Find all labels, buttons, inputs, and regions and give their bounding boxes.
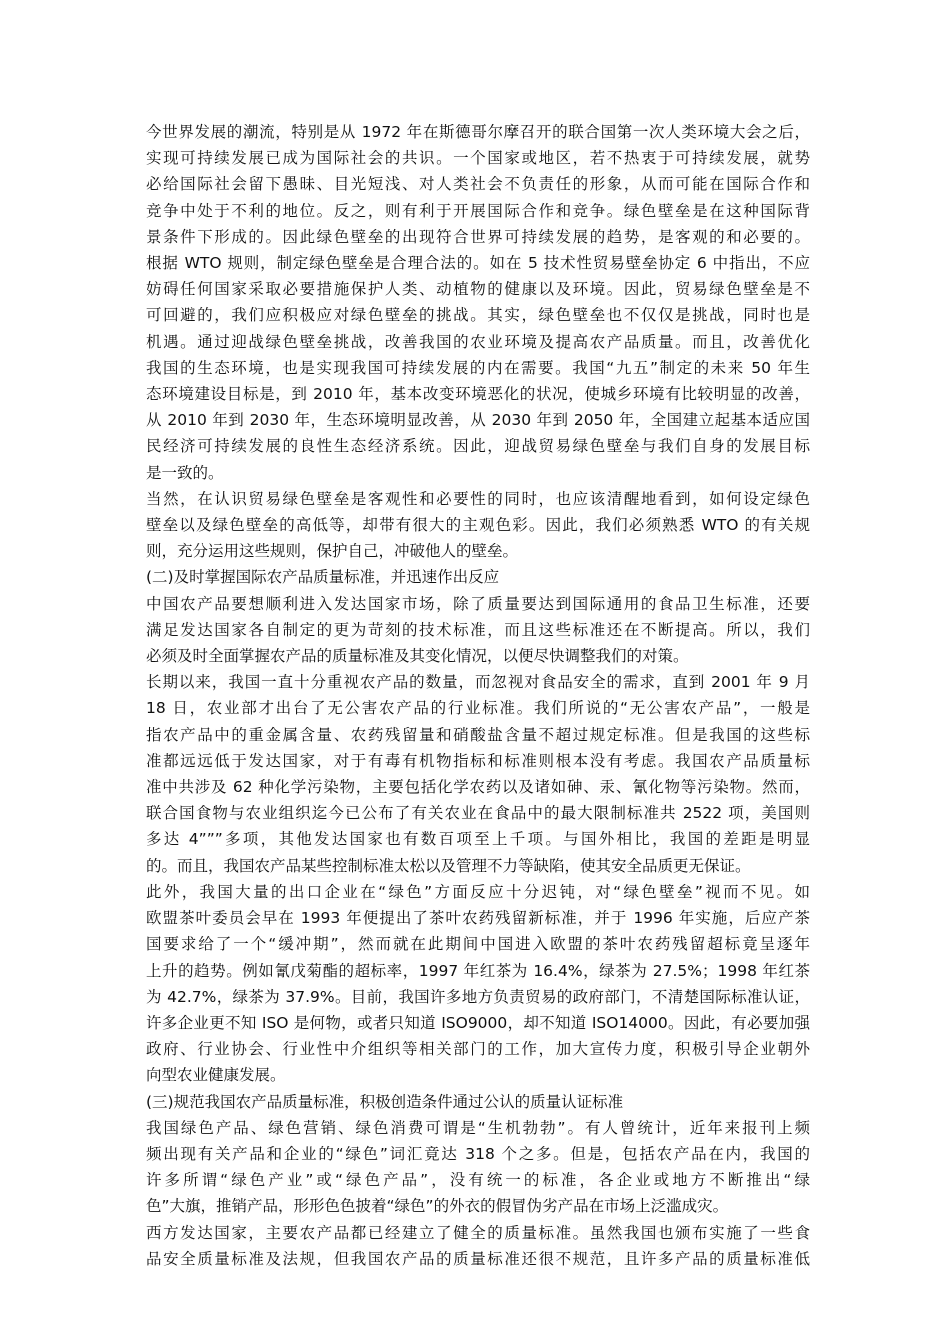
- text-line: 我国的生态环境，也是实现我国可持续发展的内在需要。我国“九五”制定的未来 50 年生: [146, 358, 810, 377]
- text-line: 许多企业更不知 ISO 是何物，或者只知道 ISO9000，却不知道 ISO14000。因此，有必要加强: [146, 1013, 810, 1032]
- text-line: 从 2010 年到 2030 年，生态环境明显改善，从 2030 年到 2050 年，全国建立起基本适应国: [146, 411, 810, 430]
- text-line: 妨碍任何国家采取必要措施保护人类、动植物的健康以及环境。因此，贸易绿色壁垒是不: [146, 280, 810, 299]
- text-line: 欧盟茶叶委员会早在 1993 年便提出了茶叶农药残留新标准，并于 1996 年实施，后应产茶: [146, 909, 810, 928]
- text-line: 则，充分运用这些规则，保护自己，冲破他人的壁垒。: [146, 542, 519, 561]
- text-line: 政府、行业协会、行业性中介组织等相关部门的工作，加大宣传力度，积极引导企业朝外: [146, 1040, 810, 1059]
- text-line: 满足发达国家各自制定的更为苛刻的技术标准，而且这些标准还在不断提高。所以，我们: [146, 620, 810, 639]
- text-line: 国要求给了一个“缓冲期”，然而就在此期间中国进入欧盟的茶叶农药残留超标竟呈逐年: [146, 935, 810, 954]
- text-line: 的。而且，我国农产品某些控制标准太松以及管理不力等缺陷，使其安全品质更无保证。: [146, 856, 751, 875]
- text-line: 准中共涉及 62 种化学污染物，主要包括化学农药以及诸如砷、汞、氰化物等污染物。然而，: [146, 778, 810, 797]
- text-line: 机遇。通过迎战绿色壁垒挑战，改善我国的农业环境及提高农产品质量。而且，改善优化: [146, 332, 810, 351]
- text-line: 当然，在认识贸易绿色壁垒是客观性和必要性的同时，也应该清醒地看到，如何设定绿色: [146, 489, 810, 508]
- text-line: 此外，我国大量的出口企业在“绿色”方面反应十分迟钝，对“绿色壁垒”视而不见。如: [146, 882, 810, 901]
- text-line: 我国绿色产品、绿色营销、绿色消费可谓是“生机勃勃”。有人曾统计，近年来报刊上频: [146, 1118, 810, 1137]
- text-line: 指农产品中的重金属含量、农药残留量和硝酸盐含量不超过规定标准。但是我国的这些标: [146, 725, 810, 744]
- text-line: 长期以来，我国一直十分重视农产品的数量，而忽视对食品安全的需求，直到 2001 年 9 月: [146, 673, 810, 692]
- text-line: 必须及时全面掌握农产品的质量标准及其变化情况，以便尽快调整我们的对策。: [146, 647, 689, 666]
- text-line: (三)规范我国农产品质量标准，积极创造条件通过公认的质量认证标准: [146, 1092, 624, 1111]
- text-line: 根据 WTO 规则，制定绿色壁垒是合理合法的。如在 5 技术性贸易壁垒协定 6 中指出，不应: [146, 254, 810, 273]
- text-line: 必给国际社会留下愚昧、目光短浅、对人类社会不负责任的形象，从而可能在国际合作和: [146, 175, 810, 194]
- text-line: 西方发达国家，主要农产品都已经建立了健全的质量标准。虽然我国也颁布实施了一些食: [146, 1223, 810, 1242]
- text-line: 中国农产品要想顺利进入发达国家市场，除了质量要达到国际通用的食品卫生标准，还要: [146, 594, 810, 613]
- text-line: 壁垒以及绿色壁垒的高低等，却带有很大的主观色彩。因此，我们必须熟悉 WTO 的有关规: [146, 516, 810, 535]
- text-line: 是一致的。: [146, 463, 224, 482]
- text-line: 多达 4”””多项，其他发达国家也有数百项至上千项。与国外相比，我国的差距是明显: [146, 830, 810, 849]
- text-line: 为 42.7%，绿茶为 37.9%。目前，我国许多地方负责贸易的政府部门，不清楚国际标准认证，: [146, 987, 810, 1006]
- text-line: 实现可持续发展已成为国际社会的共识。一个国家或地区，若不热衷于可持续发展，就势: [146, 149, 810, 168]
- text-line: 准都远远低于发达国家，对于有毒有机物指标和标准则根本没有考虑。我国农产品质量标: [146, 751, 810, 770]
- text-line: 品安全质量标准及法规，但我国农产品的质量标准还很不规范，且许多产品的质量标准低: [146, 1249, 810, 1268]
- text-line: 频出现有关产品和企业的“绿色”词汇竟达 318 个之多。但是，包括农产品在内，我国的: [146, 1144, 810, 1163]
- text-line: 可回避的，我们应积极应对绿色壁垒的挑战。其实，绿色壁垒也不仅仅是挑战，同时也是: [146, 306, 810, 325]
- text-line: 景条件下形成的。因此绿色壁垒的出现符合世界可持续发展的趋势，是客观的和必要的。: [146, 227, 810, 246]
- text-line: 18 日，农业部才出台了无公害农产品的行业标准。我们所说的“无公害农产品”，一般是: [146, 699, 810, 718]
- text-line: 今世界发展的潮流，特别是从 1972 年在斯德哥尔摩召开的联合国第一次人类环境大会之后，: [146, 123, 810, 141]
- text-line: 竞争中处于不利的地位。反之，则有利于开展国际合作和竞争。绿色壁垒是在这种国际背: [146, 201, 810, 220]
- text-line: 许多所谓“绿色产业”或“绿色产品”，没有统一的标准，各企业或地方不断推出“绿: [146, 1171, 810, 1190]
- text-line: 态环境建设目标是，到 2010 年，基本改变环境恶化的状况，使城乡环境有比较明显的改善，: [146, 385, 810, 404]
- text-line: 色”大旗，推销产品，形形色色披着“绿色”的外衣的假冒伪劣产品在市场上泛滥成灾。: [146, 1197, 729, 1216]
- document-body: [146, 119, 810, 1272]
- text-line: (二)及时掌握国际农产品质量标准，并迅速作出反应: [146, 568, 500, 587]
- text-line: 上升的趋势。例如氰戊菊酯的超标率，1997 年红茶为 16.4%，绿茶为 27.5%；1998 年红茶: [146, 961, 810, 980]
- text-line: 向型农业健康发展。: [146, 1066, 286, 1085]
- text-line: 民经济可持续发展的良性生态经济系统。因此，迎战贸易绿色壁垒与我们自身的发展目标: [146, 437, 810, 456]
- text-line: 联合国食物与农业组织迄今已公布了有关农业在食品中的最大限制标准共 2522 项，美国则: [146, 804, 810, 823]
